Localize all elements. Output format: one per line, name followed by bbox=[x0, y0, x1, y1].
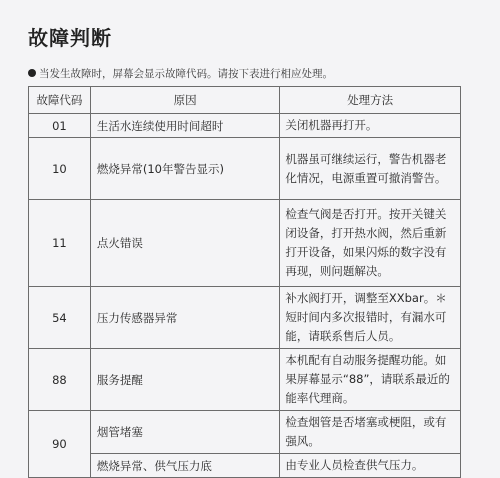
fault-solution: 关闭机器再打开。 bbox=[280, 114, 461, 138]
fault-solution: 检查烟管是否堵塞或梗阻，或有强风。 bbox=[280, 411, 461, 454]
fault-cause: 生活水连续使用时间超时 bbox=[90, 114, 280, 138]
intro-label: 当发生故障时，屏幕会显示故障代码。请按下表进行相应处理。 bbox=[39, 68, 333, 80]
table-row bbox=[29, 200, 461, 287]
table-row bbox=[29, 349, 461, 411]
fault-code: 11 bbox=[29, 200, 91, 287]
fault-solution: 由专业人员检查供气压力。 bbox=[280, 454, 461, 478]
fault-solution: 检查气阀是否打开。按开关键关闭设备，打开热水阀，然后重新打开设备，如果闪烁的数字没有再现，则问题解决。 bbox=[280, 200, 461, 287]
fault-cause: 压力传感器异常 bbox=[90, 287, 280, 349]
header-solution: 处理方法 bbox=[280, 87, 461, 114]
table-row bbox=[29, 411, 461, 454]
fault-code: 10 bbox=[29, 138, 91, 200]
fault-solution: 本机配有自动服务提醒功能。如果屏幕显示“88”，请联系最近的能率代理商。 bbox=[280, 349, 461, 411]
fault-code: 90 bbox=[29, 411, 91, 478]
fault-code: 54 bbox=[29, 287, 91, 349]
table-header-row bbox=[29, 87, 461, 114]
fault-cause: 点火错误 bbox=[90, 200, 280, 287]
fault-cause: 燃烧异常、供气压力底 bbox=[90, 454, 280, 478]
header-cause: 原因 bbox=[90, 87, 280, 114]
fault-cause: 燃烧异常(10年警告显示) bbox=[90, 138, 280, 200]
table-row bbox=[29, 454, 461, 478]
table-row bbox=[29, 138, 461, 200]
fault-solution: 机器虽可继续运行，警告机器老化情况，电源重置可撤消警告。 bbox=[280, 138, 461, 200]
table-row bbox=[29, 114, 461, 138]
fault-code-table bbox=[28, 86, 461, 478]
table-row bbox=[29, 287, 461, 349]
header-code: 故障代码 bbox=[29, 87, 91, 114]
intro-text bbox=[28, 66, 333, 81]
page-title: 故障判断 bbox=[28, 26, 112, 50]
fault-cause: 烟管堵塞 bbox=[90, 411, 280, 454]
fault-cause: 服务提醒 bbox=[90, 349, 280, 411]
fault-code: 88 bbox=[29, 349, 91, 411]
fault-solution: 补水阀打开，调整至XXbar。＊短时间内多次报错时，有漏水可能，请联系售后人员。 bbox=[280, 287, 461, 349]
bullet-icon bbox=[28, 69, 36, 77]
fault-code: 01 bbox=[29, 114, 91, 138]
